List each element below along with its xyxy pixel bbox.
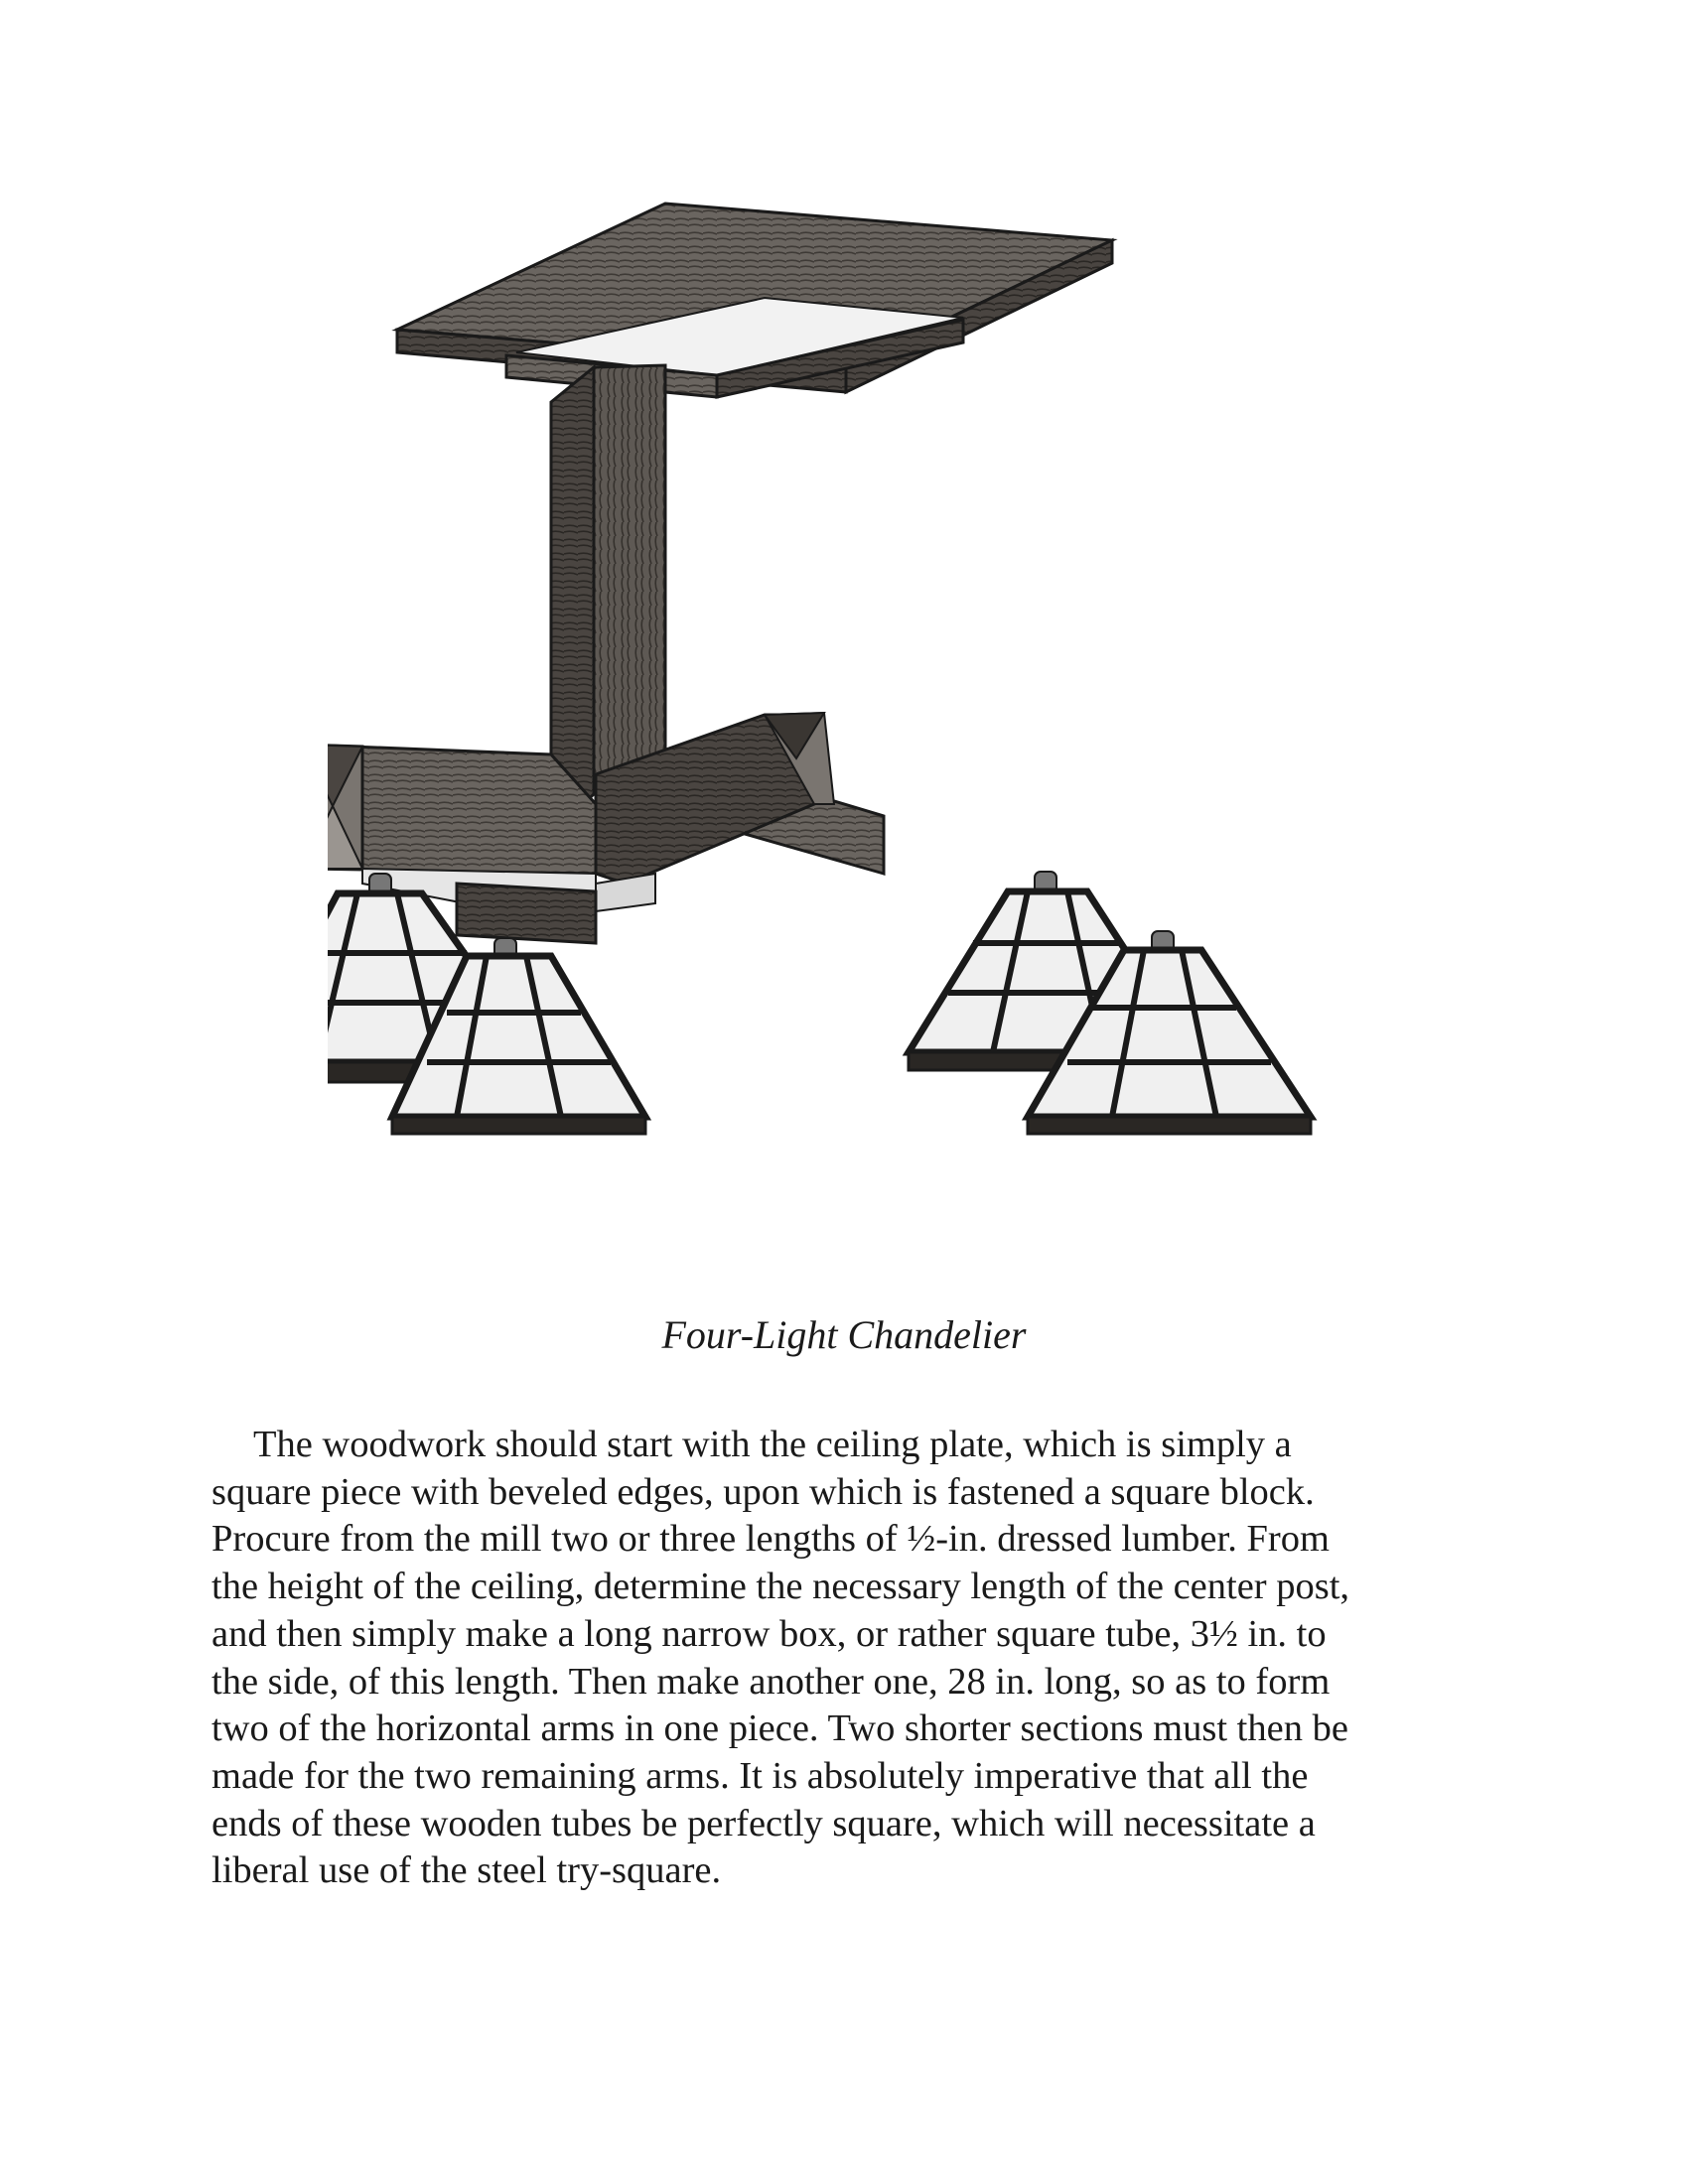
paragraph-line: liberal use of the steel try-square. — [211, 1849, 722, 1892]
figure-caption: Four-Light Chandelier — [661, 1312, 1027, 1357]
body-paragraph — [211, 1422, 1482, 1895]
ceiling-plate — [397, 204, 1112, 397]
four-light-chandelier-illustration — [328, 189, 1350, 1241]
paragraph-line: and then simply make a long narrow box, or rather square tube, 3½ in. to — [211, 1612, 1327, 1655]
paragraph-line: square piece with beveled edges, upon which is fastened a square block. — [211, 1470, 1315, 1513]
paragraph-line: Procure from the mill two or three lengths of ½-in. dressed lumber. From — [211, 1518, 1330, 1561]
paragraph-line: two of the horizontal arms in one piece. Two shorter sections must then be — [211, 1707, 1348, 1750]
paragraph-line: The woodwork should start with the ceiling plate, which is simply a — [253, 1424, 1292, 1465]
paragraph-line: the side, of this length. Then make another one, 28 in. long, so as to form — [211, 1660, 1331, 1703]
paragraph-line: ends of these wooden tubes be perfectly square, which will necessitate a — [211, 1802, 1316, 1844]
paragraph-line: made for the two remaining arms. It is absolutely imperative that all the — [211, 1754, 1309, 1797]
paragraph-line: the height of the ceiling, determine the necessary length of the center post, — [211, 1566, 1350, 1608]
